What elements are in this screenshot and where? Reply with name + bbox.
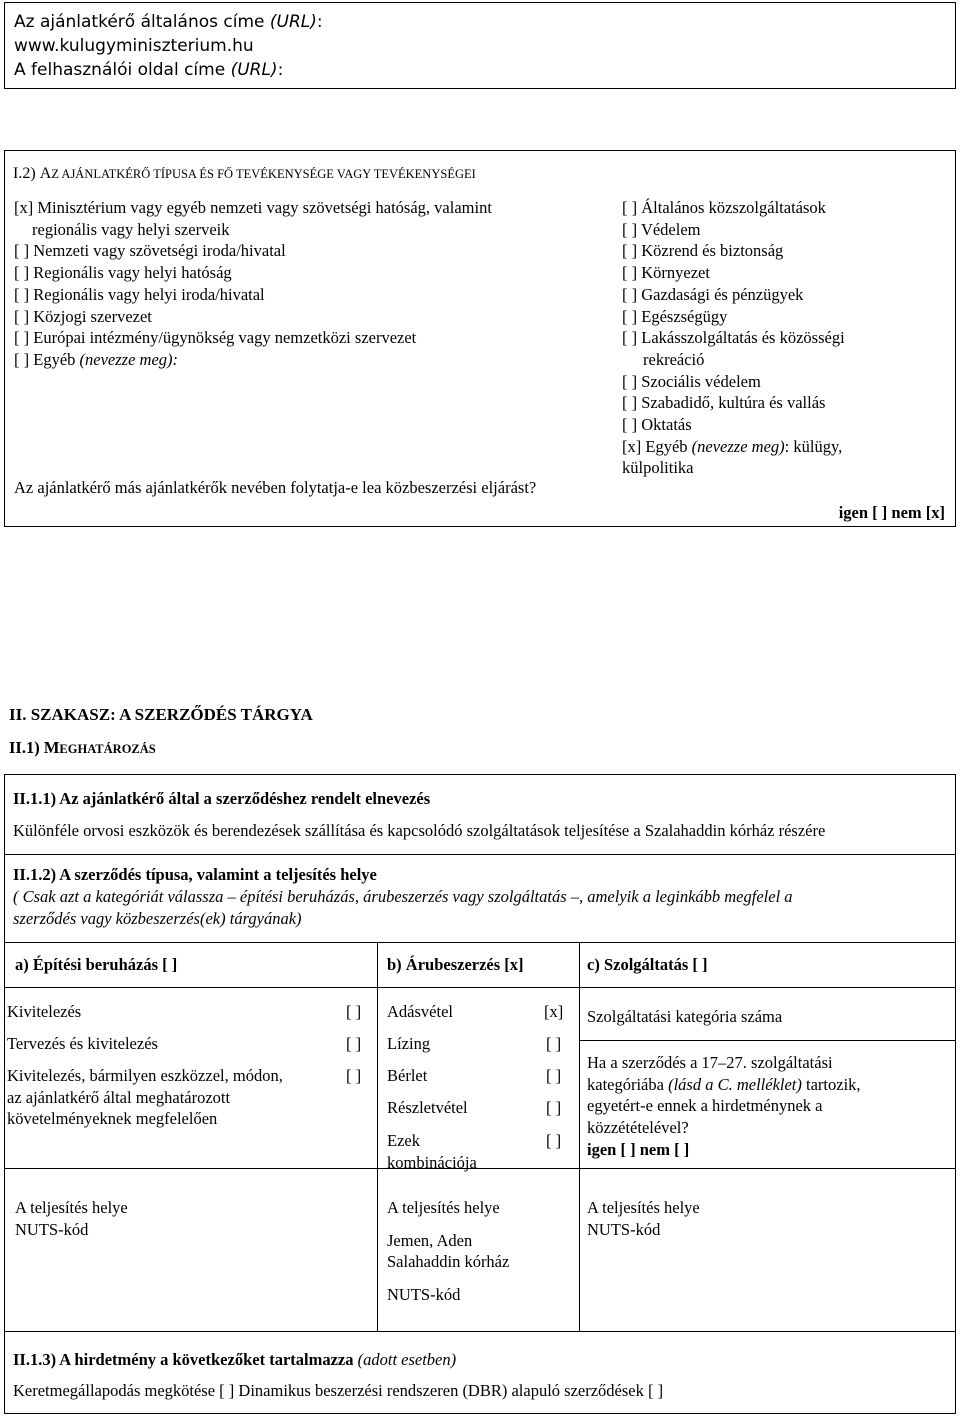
supplies-option: Ezek kombinációja [387, 1131, 477, 1172]
works-option: Kivitelezés [7, 1002, 82, 1021]
section-ii1-box [4, 774, 956, 1414]
buyer-profile-line: A felhasználói oldal címe (URL): [14, 60, 284, 80]
ii12-note-2: szerződés vagy közbeszerzés(ek) tárgyának) [13, 909, 302, 928]
divider [5, 942, 955, 943]
supplies-option-mark[interactable]: [ ] [546, 1131, 562, 1150]
general-address-line: Az ajánlatkérő általános címe (URL): [14, 12, 323, 32]
service-publication-question: Ha a szerződés a 17–27. szolgáltatási kategóriába (lásd a C. melléklet) tartozik, egyetért-e ennek a hirdetménynek a közzétételével? [587, 1053, 861, 1138]
ii13-options: Keretmegállapodás megkötése [ ] Dinamikus beszerzési rendszeren (DBR) alapuló szerződések [ ] [13, 1381, 664, 1400]
activity-other: [x] Egyéb (nevezze meg): külügy, [622, 436, 843, 456]
ii12-note-1: ( Csak azt a kategóriát válassza – építési beruházás, árubeszerzés vagy szolgáltatás –, amelyik a leginkább megfelel a [13, 887, 793, 906]
column-divider [579, 942, 580, 1168]
works-option-mark[interactable]: [ ] [346, 1002, 362, 1021]
supplies-option: Részletvétel [387, 1098, 468, 1117]
divider [5, 854, 955, 855]
activity-item: [ ] Környezet [622, 263, 710, 283]
column-divider [377, 1168, 378, 1331]
authority-type-item: regionális vagy helyi szerveik [32, 219, 230, 239]
activity-item: [ ] Közrend és biztonság [622, 241, 784, 261]
section-ii-title: II. SZAKASZ: A SZERZŐDÉS TÁRGYA [9, 705, 313, 724]
supplies-option-mark[interactable]: [x] [544, 1002, 564, 1021]
activity-item: rekreáció [643, 349, 705, 369]
services-header: c) Szolgáltatás [ ] [587, 955, 708, 974]
activity-item: [ ] Szociális védelem [622, 371, 761, 391]
activity-other-cont: külpolitika [622, 458, 694, 478]
header-box [4, 2, 956, 89]
supplies-option: Lízing [387, 1034, 431, 1053]
works-option: Kivitelezés, bármilyen eszközzel, módon, az ajánlatkérő által meghatározott követelményeknek megfelelően [7, 1066, 283, 1129]
authority-type-item: [x] Minisztérium vagy egyéb nemzeti vagy szövetségi hatóság, valamint [14, 198, 492, 217]
works-option-mark[interactable]: [ ] [346, 1066, 362, 1085]
ii11-title: II.1.1) Az ajánlatkérő által a szerződéshez rendelt elnevezés [13, 789, 431, 808]
supplies-option-mark[interactable]: [ ] [546, 1066, 562, 1085]
divider [5, 1168, 955, 1169]
contract-title: Különféle orvosi eszközök és berendezések szállítása és kapcsolódó szolgáltatások teljesítése a Szalahaddin kórház részére [13, 821, 826, 840]
place-works: A teljesítés helye NUTS-kód [15, 1198, 128, 1239]
authority-type-item: [ ] Nemzeti vagy szövetségi iroda/hivatal [14, 241, 286, 261]
joint-procurement-question: Az ajánlatkérő más ajánlatkérők nevében folytatja-e lea közbeszerzési eljárást? [14, 478, 537, 497]
supplies-option-mark[interactable]: [ ] [546, 1098, 562, 1117]
authority-type-item: [ ] Közjogi szervezet [14, 306, 152, 326]
section-ii1-title: II.1) MEGHATÁROZÁS [9, 738, 156, 757]
supplies-option-mark[interactable]: [ ] [546, 1034, 562, 1053]
supplies-option: Bérlet [387, 1066, 428, 1085]
supplies-header: b) Árubeszerzés [x] [387, 955, 524, 974]
authority-type-list [14, 197, 604, 371]
activity-item: [ ] Lakásszolgáltatás és közösségi [622, 328, 845, 348]
works-option: Tervezés és kivitelezés [7, 1034, 158, 1053]
section-i2-heading: I.2) AZ AJÁNLATKÉRŐ TÍPUSA ÉS FŐ TEVÉKENYSÉGE VAGY TEVÉKENYSÉGEI [13, 165, 476, 182]
main-activity-list [622, 197, 952, 479]
activity-item: [ ] Egészségügy [622, 306, 728, 326]
place-supplies: A teljesítés helye Jemen, Aden Salahaddin kórház NUTS-kód [387, 1198, 510, 1305]
works-option-mark[interactable]: [ ] [346, 1034, 362, 1053]
divider [5, 1331, 955, 1332]
divider [5, 987, 955, 988]
supplies-option: Adásvétel [387, 1002, 453, 1021]
ii12-title: II.1.2) A szerződés típusa, valamint a teljesítés helye [13, 865, 377, 884]
place-services: A teljesítés helye NUTS-kód [587, 1198, 700, 1239]
service-category-label: Szolgáltatási kategória száma [587, 1007, 783, 1026]
authority-type-item: [ ] Regionális vagy helyi hatóság [14, 263, 232, 283]
activity-item: [ ] Oktatás [622, 415, 692, 435]
column-divider [579, 1168, 580, 1331]
works-header: a) Építési beruházás [ ] [15, 955, 178, 974]
ii13-title: II.1.3) A hirdetmény a következőket tartalmazza (adott esetben) [13, 1350, 457, 1369]
website-url[interactable]: www.kulugyminiszterium.hu [14, 36, 254, 56]
activity-item: [ ] Gazdasági és pénzügyek [622, 284, 804, 304]
joint-procurement-answer: igen [ ] nem [x] [838, 503, 945, 522]
service-publication-answer[interactable]: igen [ ] nem [ ] [587, 1140, 690, 1159]
column-divider [377, 942, 378, 1168]
authority-type-item: [ ] Regionális vagy helyi iroda/hivatal [14, 284, 265, 304]
divider [579, 1040, 955, 1041]
activity-item: [ ] Általános közszolgáltatások [622, 198, 826, 217]
authority-type-other: [ ] Egyéb (nevezze meg): [14, 349, 179, 369]
section-i2-box [4, 150, 956, 527]
activity-item: [ ] Védelem [622, 219, 701, 239]
activity-item: [ ] Szabadidő, kultúra és vallás [622, 393, 826, 413]
authority-type-item: [ ] Európai intézmény/ügynökség vagy nemzetközi szervezet [14, 328, 417, 348]
